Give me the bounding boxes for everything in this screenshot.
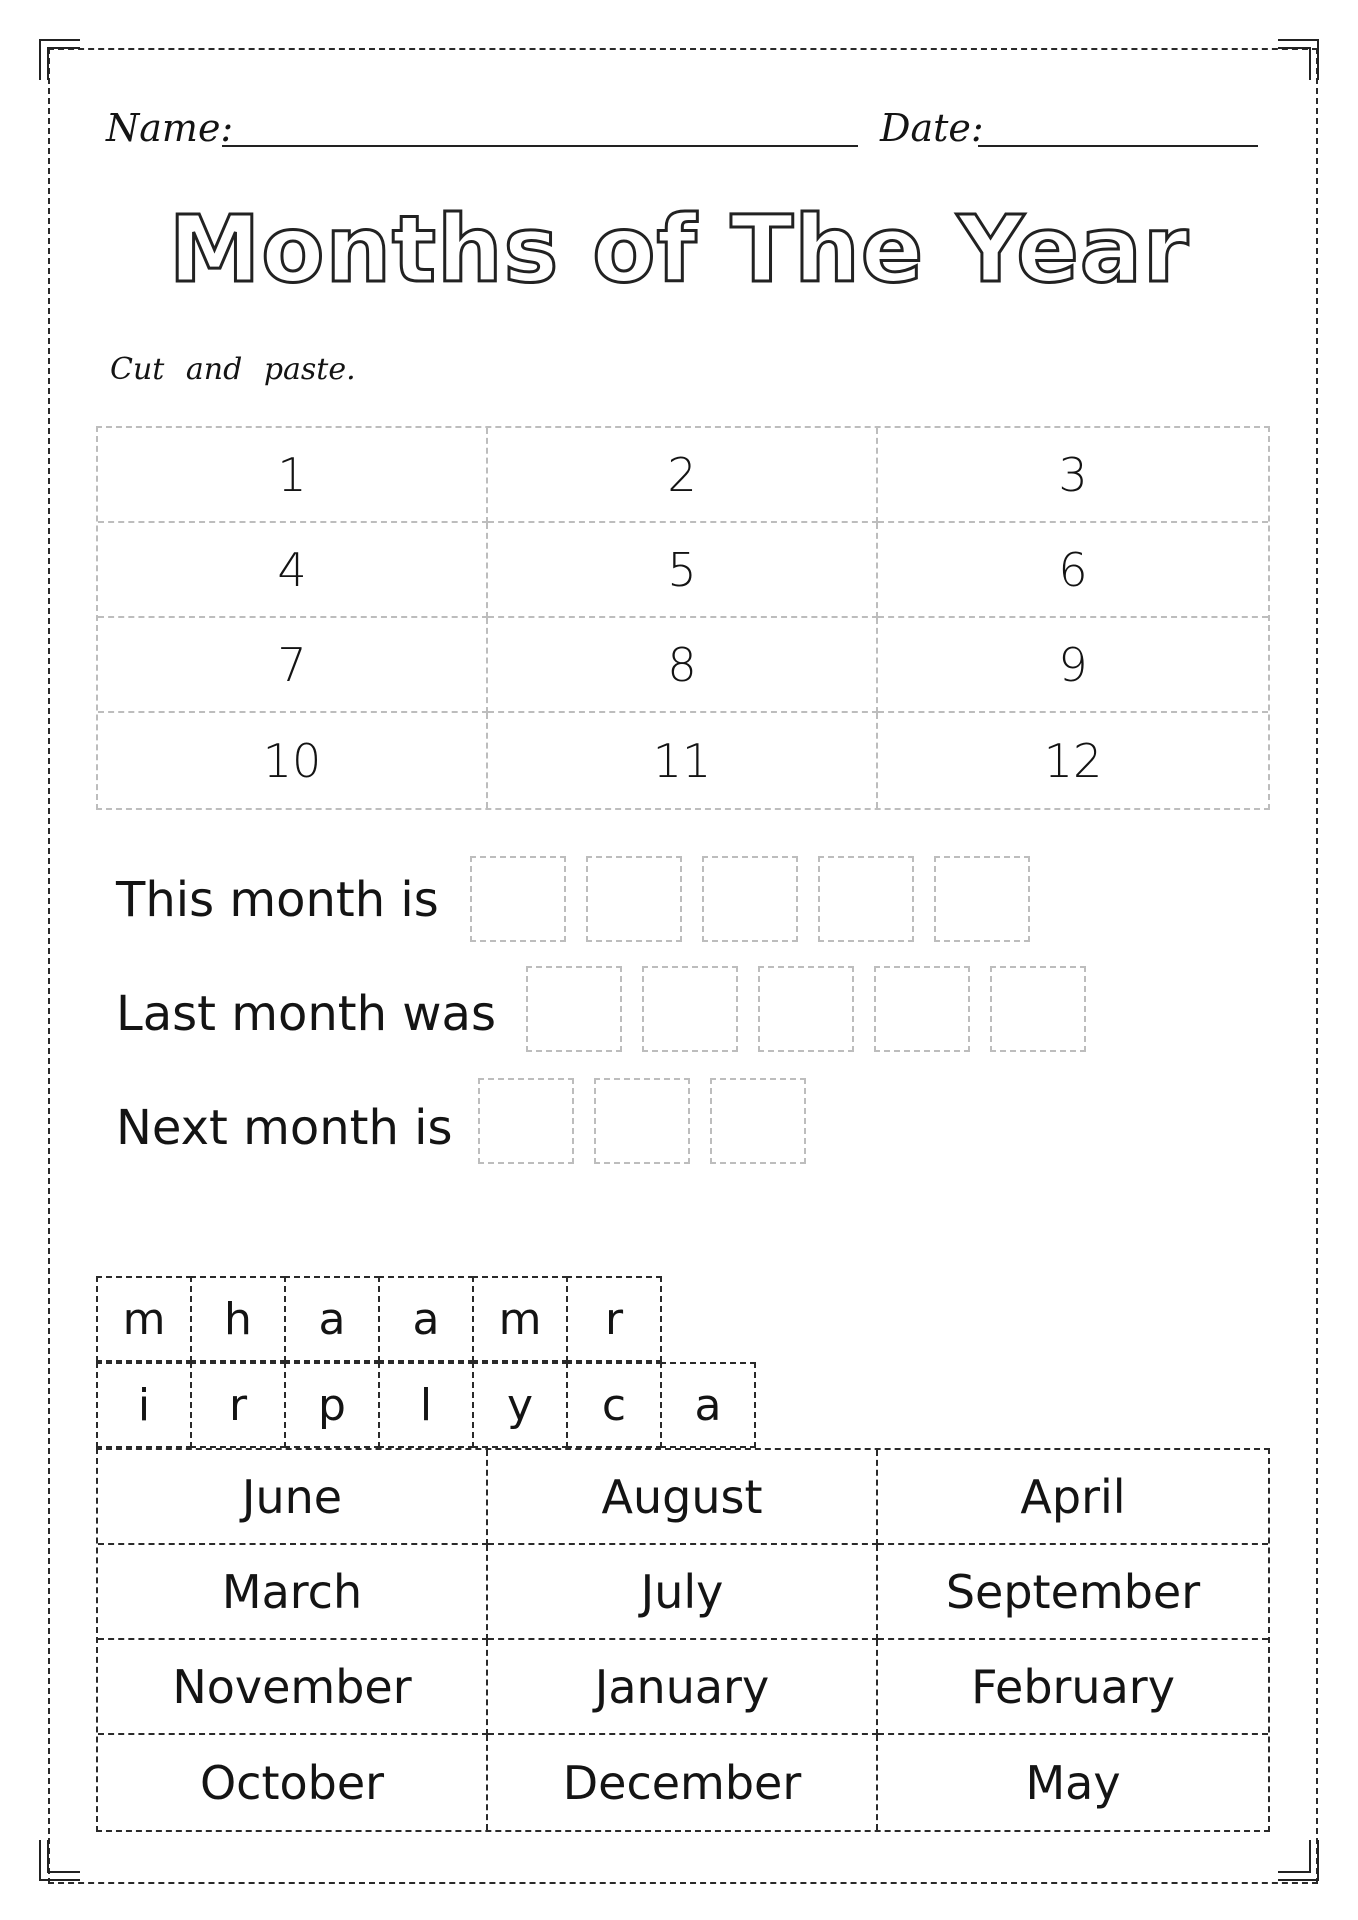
next-month-boxes	[478, 1078, 806, 1164]
number-cell[interactable]: 1	[98, 428, 488, 523]
letter-tile[interactable]: i	[96, 1362, 192, 1448]
number-cell[interactable]: 8	[488, 618, 878, 713]
corner-mark-bottom-left	[38, 1838, 82, 1882]
month-card[interactable]: June	[98, 1450, 488, 1545]
question-this-month-label: This month is	[116, 872, 439, 928]
letter-drop-box[interactable]	[478, 1078, 574, 1164]
month-card[interactable]: December	[488, 1735, 878, 1830]
month-card[interactable]: September	[878, 1545, 1268, 1640]
letter-tile[interactable]: l	[378, 1362, 474, 1448]
instruction-text: Cut and paste.	[110, 352, 356, 387]
page-title: Months of The Year	[168, 196, 1190, 303]
month-card[interactable]: January	[488, 1640, 878, 1735]
number-cell[interactable]: 3	[878, 428, 1268, 523]
question-last-month-label: Last month was	[116, 986, 496, 1042]
letter-tile[interactable]: r	[190, 1362, 286, 1448]
letter-drop-box[interactable]	[934, 856, 1030, 942]
month-card[interactable]: March	[98, 1545, 488, 1640]
number-cell[interactable]: 6	[878, 523, 1268, 618]
month-card[interactable]: May	[1025, 1755, 1121, 1810]
letter-tiles-row-1	[96, 1276, 660, 1362]
letter-tile[interactable]: y	[472, 1362, 568, 1448]
month-card[interactable]: July	[488, 1545, 878, 1640]
corner-mark-top-left	[38, 38, 82, 82]
date-label: Date:	[880, 106, 984, 150]
letter-tile[interactable]: h	[190, 1276, 286, 1362]
number-cell[interactable]: 11	[488, 713, 878, 808]
letter-drop-box[interactable]	[526, 966, 622, 1052]
month-card[interactable]: November	[98, 1640, 488, 1735]
letter-drop-box[interactable]	[758, 966, 854, 1052]
letter-drop-box[interactable]	[818, 856, 914, 942]
letter-drop-box[interactable]	[990, 966, 1086, 1052]
letter-drop-box[interactable]	[470, 856, 566, 942]
corner-mark-bottom-right	[1276, 1838, 1320, 1882]
question-next-month-label: Next month is	[116, 1100, 453, 1156]
letter-drop-box[interactable]	[642, 966, 738, 1052]
month-cards-grid	[96, 1448, 1270, 1832]
letter-drop-box[interactable]	[702, 856, 798, 942]
letter-tile[interactable]: c	[566, 1362, 662, 1448]
name-field[interactable]	[222, 145, 858, 147]
name-label: Name:	[106, 106, 234, 150]
number-cell[interactable]: 5	[488, 523, 878, 618]
number-cell[interactable]: 12	[1043, 733, 1103, 788]
letter-tile[interactable]: p	[284, 1362, 380, 1448]
number-grid	[96, 426, 1270, 810]
number-cell[interactable]: 9	[878, 618, 1268, 713]
letter-tile[interactable]: m	[96, 1276, 192, 1362]
month-card[interactable]: April	[878, 1450, 1268, 1545]
month-card[interactable]: February	[878, 1640, 1268, 1735]
date-field[interactable]	[978, 145, 1258, 147]
letter-tiles-row-2	[96, 1362, 754, 1448]
letter-drop-box[interactable]	[874, 966, 970, 1052]
letter-drop-box[interactable]	[586, 856, 682, 942]
letter-drop-box[interactable]	[594, 1078, 690, 1164]
month-card[interactable]: August	[488, 1450, 878, 1545]
letter-tile[interactable]: m	[472, 1276, 568, 1362]
month-card[interactable]: October	[98, 1735, 488, 1830]
last-month-boxes	[526, 966, 1086, 1052]
number-cell[interactable]: 2	[488, 428, 878, 523]
number-cell[interactable]: 10	[98, 713, 488, 808]
number-cell[interactable]: 4	[98, 523, 488, 618]
letter-tile[interactable]: a	[660, 1362, 756, 1448]
letter-tile[interactable]: r	[566, 1276, 662, 1362]
number-cell[interactable]: 7	[98, 618, 488, 713]
letter-tile[interactable]: a	[378, 1276, 474, 1362]
corner-mark-top-right	[1276, 38, 1320, 82]
letter-tile[interactable]: a	[284, 1276, 380, 1362]
this-month-boxes	[470, 856, 1030, 942]
letter-drop-box[interactable]	[710, 1078, 806, 1164]
